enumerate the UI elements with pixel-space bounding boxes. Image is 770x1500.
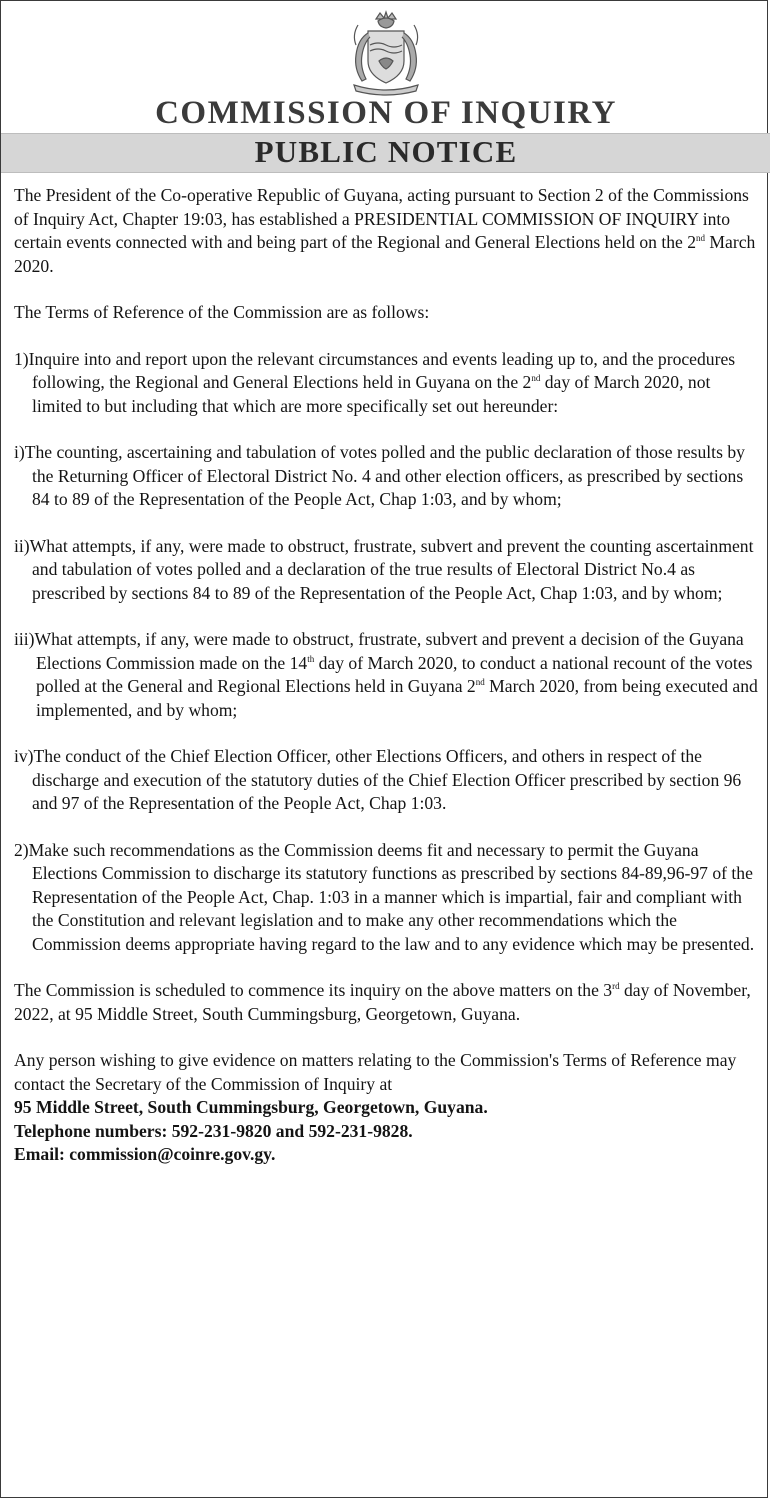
contact-intro: Any person wishing to give evidence on matters relating to the Commission's Terms of Reference may contact the Secretary of the Commission of Inquiry at [14, 1050, 737, 1094]
contact-phones: Telephone numbers: 592-231-9820 and 592-231-9828. [14, 1120, 413, 1141]
term-iv: iv)The conduct of the Chief Election Officer, other Elections Officers, and others in respect of the discharge and execution of the statutory duties of the Chief Election Officer prescribed by section 96 and 97 of the Representation of the People Act, Chap 1:03. [14, 746, 742, 813]
schedule-paragraph: The Commission is scheduled to commence its inquiry on the above matters on the 3rd day of November, 2022, at 95 Middle Street, South Cummingsburg, Georgetown, Guyana. [14, 980, 751, 1024]
term-2: 2)Make such recommendations as the Commission deems fit and necessary to permit the Guyana Elections Commission to discharge its statutory functions as prescribed by sections 84-89,96-97 of the Representation of the People Act, Chap. 1:03 in a manner which is impartial, fair and compliant with the Constitution and relevant legislation and to make any other recommendations which the Commission deems appropriate having regard to the law and to any evidence which may be presented. [14, 839, 755, 954]
contact-address: 95 Middle Street, South Cummingsburg, Georgetown, Guyana. [14, 1097, 488, 1117]
notice-body [14, 184, 764, 1167]
term-1: 1)Inquire into and report upon the relevant circumstances and events leading up to, and the procedures following, the Regional and General Elections held in Guyana on the 2nd day of March 2020, not limited to but including that which are more specifically set out hereunder: [14, 348, 736, 416]
term-ii: ii)What attempts, if any, were made to obstruct, frustrate, subvert and prevent the counting ascertainment and tabulation of votes polled and a declaration of the true results of Electoral District No.4 as prescribed by sections 84 to 89 of the Representation of the People Act, Chap 1:03, and by whom; [14, 535, 754, 603]
notice-title: COMMISSION OF INQUIRY [155, 95, 617, 131]
contact-email[interactable]: Email: commission@coinre.gov.gy. [14, 1144, 276, 1164]
contact-paragraph [14, 1049, 764, 1167]
term-i: i)The counting, ascertaining and tabulation of votes polled and the public declaration of those results by the Returning Officer of Electoral District No. 4 and other election officers, as prescribed by sections 84 to 89 of the Representation of the People Act, Chap 1:03, and by whom; [14, 442, 745, 509]
intro-paragraph: The President of the Co-operative Republic of Guyana, acting pursuant to Section 2 of the Commissions of Inquiry Act, Chapter 19:03, has established a PRESIDENTIAL COMMISSION OF INQUIRY into certain events connected with and being part of the Regional and General Elections held on the 2nd March 2020. [14, 185, 756, 276]
notice-subtitle: PUBLIC NOTICE [254, 134, 518, 169]
term-iii: iii)What attempts, if any, were made to obstruct, frustrate, subvert and prevent a decision of the Guyana Elections Commission made on the 14th day of March 2020, to conduct a national recount of the votes polled at the General and Regional Elections held in Guyana 2nd March 2020, from being executed and implemented, and by whom; [14, 629, 758, 720]
terms-heading: The Terms of Reference of the Commission are as follows: [14, 302, 430, 322]
guyana-coat-of-arms-icon [346, 9, 426, 97]
